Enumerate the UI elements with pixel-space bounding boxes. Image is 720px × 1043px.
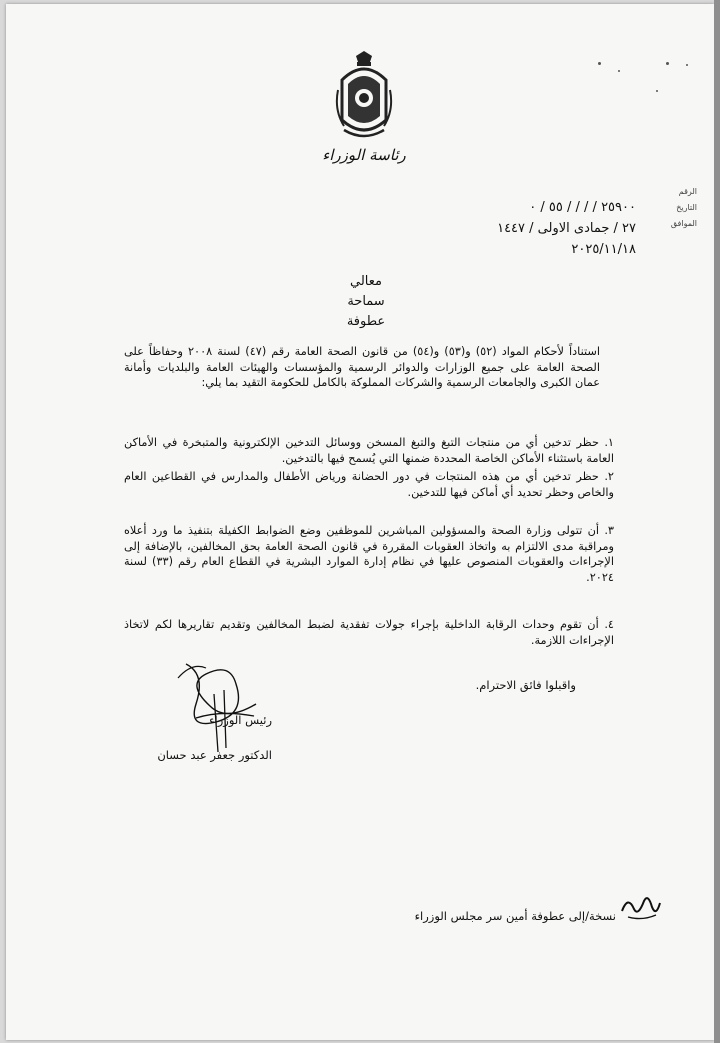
signatory-title: رئيس الوزراء bbox=[209, 713, 272, 727]
closing-salutation: واقبلوا فائق الاحترام. bbox=[475, 678, 576, 692]
paper-speck bbox=[656, 90, 658, 92]
intro-paragraph: استناداً لأحكام المواد (٥٢) و(٥٣) و(٥٤) من قانون الصحة العامة رقم (٤٧) لسنة ٢٠٠٨ وحفاظاً على الصحة العامة على جميع الوزارات والدوائر الرسمية والمؤسسات والهيئات العامة والبلديات وأمانة عمان الكبرى والجامعات الرسمية والشركات المملوكة بالكامل للحكومة التقيد بما يلي: bbox=[124, 345, 600, 390]
handwritten-signature bbox=[166, 644, 276, 754]
reference-number-label: الرقم bbox=[678, 187, 697, 196]
coat-of-arms-emblem bbox=[334, 50, 394, 142]
handwritten-initial bbox=[618, 887, 662, 923]
copy-to-line: نسخة/إلى عطوفة أمين سر مجلس الوزراء bbox=[414, 909, 616, 923]
paper-speck bbox=[618, 70, 620, 72]
reference-number: ٢٥٩٠٠ / / / / ٥٥ / ٠ bbox=[529, 200, 636, 215]
signatory-name: الدكتور جعفر عبد حسان bbox=[157, 748, 272, 762]
gregorian-date: ٢٠٢٥/١١/١٨ bbox=[571, 242, 636, 257]
clause-1: ١. حظر تدخين أي من منتجات التبغ والتبغ المسخن ووسائل التدخين الإلكترونية والمتبخرة في الأماكن العامة باستثناء الأماكن الخاصة المحددة ضمنها التي يُسمح فيها بالتدخين. bbox=[124, 436, 614, 465]
addressee-line-1: معالي bbox=[350, 274, 382, 289]
addressee-block bbox=[336, 272, 396, 332]
clause-2: ٢. حظر تدخين أي من هذه المنتجات في دور الحضانة ورياض الأطفال والمدارس في القطاعين العام والخاص وحظر تحديد أي أماكن فيها للتدخين. bbox=[124, 470, 614, 499]
clause-4: ٤. أن تقوم وحدات الرقابة الداخلية بإجراء جولات تفقدية لضبط المخالفين وتقديم تقاريرها لكم لاتخاذ الإجراءات اللازمة. bbox=[124, 618, 614, 647]
agency-name: رئاسة الوزراء bbox=[322, 146, 406, 164]
addressee-line-2: سماحة bbox=[347, 294, 385, 309]
reference-labels bbox=[641, 184, 697, 232]
letter-page bbox=[6, 4, 714, 1040]
reference-values bbox=[426, 197, 636, 260]
hijri-date: ٢٧ / جمادى الاولى / ١٤٤٧ bbox=[497, 221, 636, 236]
scan-edge bbox=[714, 0, 720, 1043]
paper-speck bbox=[686, 64, 688, 66]
reference-gregorian-label: الموافق bbox=[670, 219, 697, 228]
clause-3: ٣. أن تتولى وزارة الصحة والمسؤولين المباشرين للموظفين وضع الضوابط الكفيلة بتنفيذ ما ورد أعلاه ومراقبة مدى الالتزام به واتخاذ العقوبات المقررة في قانون الصحة العامة بحق المخالفين، بالإضافة إلى الإجراءات والعقوبات المنصوص عليها في نظام إدارة الموارد البشرية في القطاع العام رقم (٣٣) لسنة ٢٠٢٤. bbox=[124, 524, 614, 584]
paper-speck bbox=[666, 62, 669, 65]
addressee-line-3: عطوفة bbox=[346, 314, 386, 329]
reference-date-label: التاريخ bbox=[676, 203, 697, 212]
paper-speck bbox=[598, 62, 601, 65]
